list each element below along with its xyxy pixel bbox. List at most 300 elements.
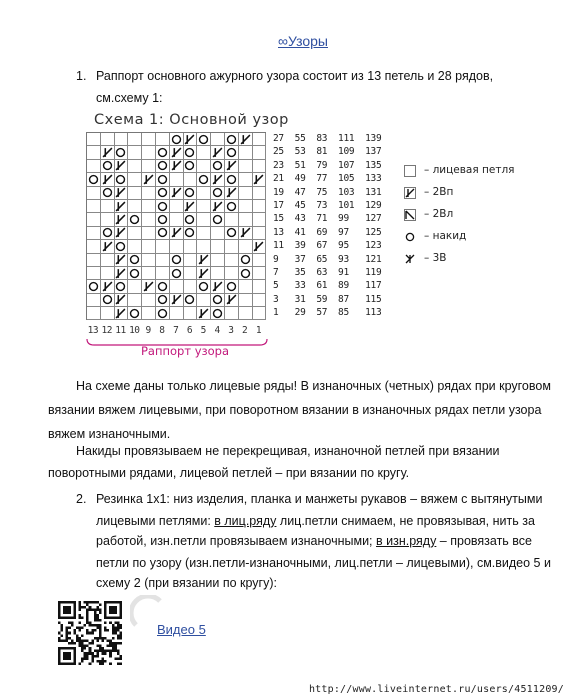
chart-cell [253, 267, 267, 280]
k2tog-left-icon [240, 227, 251, 238]
chart-cell [87, 307, 101, 320]
chart-cell [239, 146, 253, 159]
chart-cell [142, 146, 156, 159]
chart-cell [156, 160, 170, 173]
chart-cell [128, 280, 142, 293]
yarn-over-icon [212, 308, 223, 319]
chart-cell [197, 146, 211, 159]
chart-cell [156, 294, 170, 307]
chart-cell [184, 294, 198, 307]
k2tog-left-icon [226, 187, 237, 198]
k2tog-left-icon [115, 268, 126, 279]
chart-cell [197, 133, 211, 146]
row-number-line: 11 39 67 95 123 [273, 240, 382, 252]
yarn-over-icon [212, 160, 223, 171]
yarn-over-icon [171, 254, 182, 265]
stitch-number: 8 [159, 325, 165, 336]
chart-cell [115, 307, 129, 320]
yarn-over-icon [157, 214, 168, 225]
chart-cell [225, 200, 239, 213]
section-title-link[interactable]: ∞Узоры [278, 33, 328, 49]
chart-cell [211, 160, 225, 173]
chart-cell [225, 254, 239, 267]
chart-cell [142, 160, 156, 173]
yarn-over-icon [102, 160, 113, 171]
chart-cell [156, 187, 170, 200]
chart-cell [87, 146, 101, 159]
stitch-number: 3 [228, 325, 234, 336]
row-number-line: 15 43 71 99 127 [273, 213, 382, 225]
yarn-over-icon [157, 227, 168, 238]
paragraph-line: схему 2 (при вязании по кругу): [96, 576, 277, 590]
chart-cell [211, 294, 225, 307]
k2tog-left-icon [253, 241, 264, 252]
yarn-over-icon [184, 227, 195, 238]
chart-cell [184, 173, 198, 186]
yarn-over-icon [212, 214, 223, 225]
row-number-line: 1 29 57 85 113 [273, 307, 382, 319]
chart-cell [253, 213, 267, 226]
yarn-over-icon [226, 227, 237, 238]
chart-cell [101, 133, 115, 146]
chart-cell [142, 173, 156, 186]
chart-cell [101, 280, 115, 293]
chart-cell [142, 254, 156, 267]
chart-cell [225, 160, 239, 173]
chart-cell [142, 294, 156, 307]
chart-cell [211, 307, 225, 320]
chart-cell [225, 213, 239, 226]
chart-cell [184, 227, 198, 240]
chart-cell [156, 173, 170, 186]
k2tog-left-icon [226, 160, 237, 171]
legend-symbol [404, 253, 416, 265]
chart-cell [115, 133, 129, 146]
text-run: работой, изн.петли провязываем изнаночными; [96, 534, 376, 548]
chart-cell [170, 280, 184, 293]
chart-cell [211, 227, 225, 240]
legend-label: – 3В [424, 252, 447, 264]
k2tog-left-icon [171, 147, 182, 158]
row-number-line: 9 37 65 93 121 [273, 253, 382, 265]
k2tog-left-icon [102, 241, 113, 252]
chart-cell [197, 200, 211, 213]
chart-cell [197, 227, 211, 240]
chart-cell [211, 240, 225, 253]
chart-cell [115, 173, 129, 186]
text-run: лицевыми петлями: [96, 514, 215, 528]
chart-cell [225, 187, 239, 200]
chart-cell [225, 146, 239, 159]
item-number: 1. [76, 69, 87, 83]
chart-cell [239, 240, 253, 253]
chart-cell [128, 187, 142, 200]
chart-cell [170, 294, 184, 307]
chart-cell [184, 187, 198, 200]
chart-cell [101, 227, 115, 240]
chart-cell [101, 294, 115, 307]
chart-cell [142, 240, 156, 253]
row-number-line: 23 51 79 107 135 [273, 159, 382, 171]
chart-cell [87, 173, 101, 186]
chart-cell [115, 254, 129, 267]
chart-cell [239, 294, 253, 307]
yarn-over-icon [157, 147, 168, 158]
chart-cell [128, 213, 142, 226]
chart-cell [156, 240, 170, 253]
chart-cell [197, 160, 211, 173]
chart-cell [170, 267, 184, 280]
k2tog-left-icon [212, 147, 223, 158]
k2tog-left-icon [143, 281, 154, 292]
chart-cell [101, 200, 115, 213]
chart-cell [211, 280, 225, 293]
yarn-over-icon [115, 241, 126, 252]
knitting-chart-grid [86, 132, 266, 320]
chart-cell [115, 187, 129, 200]
yarn-over-icon [226, 134, 237, 145]
yarn-over-icon [171, 268, 182, 279]
chart-cell [170, 213, 184, 226]
stitch-number: 10 [129, 325, 140, 336]
chart-cell [115, 227, 129, 240]
chart-cell [211, 267, 225, 280]
chart-cell [197, 267, 211, 280]
k2tog-left-icon [212, 281, 223, 292]
chart-cell [184, 133, 198, 146]
chart-cell [225, 133, 239, 146]
chart-cell [128, 307, 142, 320]
chart-cell [142, 187, 156, 200]
paragraph-line: петли по узору (изн.петли-изнаночными, лиц.петли – лицевыми), см.видео 5 и [96, 556, 551, 570]
chart-cell [128, 254, 142, 267]
k2tog-left-icon [212, 201, 223, 212]
yarn-over-icon [88, 174, 99, 185]
chart-cell [101, 160, 115, 173]
chart-cell [87, 267, 101, 280]
chart-cell [156, 213, 170, 226]
stitch-number: 6 [186, 325, 193, 336]
row-numbers [273, 132, 381, 319]
paragraph-line: вязании вяжем лицевыми, при поворотном вязании в изнаночных рядах петли узора [48, 403, 542, 417]
chart-cell [170, 200, 184, 213]
chart-cell [142, 280, 156, 293]
k2tog-left-icon [184, 134, 195, 145]
chart-cell [101, 173, 115, 186]
yarn-over-icon [157, 281, 168, 292]
chart-cell [87, 240, 101, 253]
chart-cell [156, 280, 170, 293]
yarn-over-icon [129, 308, 140, 319]
chart-cell [225, 267, 239, 280]
chart-cell [253, 294, 267, 307]
chart-cell [170, 173, 184, 186]
chart-cell [225, 173, 239, 186]
yarn-over-icon [157, 201, 168, 212]
chart-cell [128, 133, 142, 146]
chart-cell [128, 173, 142, 186]
chart-cell [239, 227, 253, 240]
yarn-over-icon [212, 187, 223, 198]
chart-cell [170, 146, 184, 159]
chart-cell [184, 307, 198, 320]
yarn-over-icon [171, 134, 182, 145]
k2tog-left-icon [212, 174, 223, 185]
k2tog-left-icon [198, 308, 209, 319]
chart-cell [87, 280, 101, 293]
stitch-numbers [86, 325, 266, 336]
chart-cell [184, 200, 198, 213]
chart-cell [197, 254, 211, 267]
chart-cell [239, 307, 253, 320]
stitch-number: 2 [242, 325, 248, 336]
chart-cell [142, 227, 156, 240]
row-number-line: 17 45 73 101 129 [273, 199, 382, 211]
k2tog-left-icon [102, 281, 113, 292]
chart-cell [142, 267, 156, 280]
chart-cell [115, 146, 129, 159]
chart-cell [170, 187, 184, 200]
row-number-line: 3 31 59 87 115 [273, 293, 382, 305]
rapport-label: Раппорт узора [141, 344, 230, 358]
stitch-number: 11 [115, 325, 126, 336]
yarn-over-icon [157, 174, 168, 185]
item-text-line: Раппорт основного ажурного узора состоит из 13 петель и 28 рядов, [96, 69, 494, 83]
chart-cell [225, 227, 239, 240]
paragraph-line [96, 511, 535, 531]
yarn-over-icon [157, 187, 168, 198]
chart-cell [128, 146, 142, 159]
item-text-line: см.схему 1: [96, 91, 163, 105]
stitch-number: 7 [173, 325, 179, 336]
chart-cell [253, 280, 267, 293]
yarn-over-icon [226, 201, 237, 212]
chart-cell [211, 173, 225, 186]
k2tog-left-icon [171, 160, 182, 171]
yarn-over-icon [226, 174, 237, 185]
chart-cell [170, 160, 184, 173]
chart-cell [225, 307, 239, 320]
yarn-over-icon [102, 227, 113, 238]
k2tog-left-icon [115, 160, 126, 171]
legend-label: – 2Вп [424, 186, 454, 198]
legend-symbol [404, 187, 416, 199]
chart-cell [170, 133, 184, 146]
chart-cell [211, 200, 225, 213]
k2tog-left-icon [198, 268, 209, 279]
k2tog-left-icon [102, 174, 113, 185]
chart-cell [239, 254, 253, 267]
yarn-over-icon [240, 268, 251, 279]
chart-cell [170, 254, 184, 267]
chart-cell [101, 307, 115, 320]
stitch-number: 1 [255, 325, 262, 336]
chart-cell [87, 294, 101, 307]
chart-cell [239, 200, 253, 213]
k2tog-left-icon [143, 174, 154, 185]
chart-cell [253, 146, 267, 159]
row-number-line: 27 55 83 111 139 [273, 133, 382, 144]
yarn-over-icon [226, 147, 237, 158]
chart-cell [211, 146, 225, 159]
row-number-line: 25 53 81 109 137 [273, 146, 382, 158]
video-5-link[interactable]: Видео 5 [157, 622, 206, 637]
yarn-over-icon [405, 232, 415, 242]
yarn-over-icon [212, 294, 223, 305]
text-run: – провязать все [436, 534, 532, 548]
yarn-over-icon [102, 294, 113, 305]
chart-cell [142, 200, 156, 213]
chart-cell [239, 173, 253, 186]
chart-cell [101, 213, 115, 226]
chart-cell [239, 213, 253, 226]
k2tog-left-icon [115, 214, 126, 225]
list-item-2-number: 2. [76, 492, 87, 506]
yarn-over-icon [129, 268, 140, 279]
chart-cell [128, 294, 142, 307]
row-number-line: 7 35 63 91 119 [273, 266, 382, 278]
yarn-over-icon [198, 174, 209, 185]
chart-cell [211, 187, 225, 200]
yarn-over-icon [88, 281, 99, 292]
yarn-over-icon [129, 214, 140, 225]
chart-cell [128, 267, 142, 280]
k2tog-left-icon [184, 201, 195, 212]
paragraph-line: Накиды провязываем не перекрещивая, изнаночной петлей при вязании [76, 444, 500, 458]
k2tog-right-icon [405, 210, 415, 220]
yarn-over-icon [184, 294, 195, 305]
chart-cell [253, 173, 267, 186]
yarn-over-icon [184, 147, 195, 158]
chart-cell [87, 133, 101, 146]
chart-cell [170, 227, 184, 240]
yarn-over-icon [157, 160, 168, 171]
chart-cell [87, 187, 101, 200]
chart-cell [115, 200, 129, 213]
chart-cell [197, 187, 211, 200]
chart-cell [128, 240, 142, 253]
chart-cell [239, 133, 253, 146]
chart-cell [197, 240, 211, 253]
k2tog-left-icon [171, 227, 182, 238]
yarn-over-icon [102, 187, 113, 198]
legend-symbol [404, 231, 416, 243]
legend-label: – 2Вл [424, 208, 454, 220]
k2tog-left-icon [115, 254, 126, 265]
stitch-number: 5 [200, 325, 206, 336]
chart-cell [253, 254, 267, 267]
chart-cell [184, 160, 198, 173]
k2tog-left-icon [171, 294, 182, 305]
chart-cell [101, 146, 115, 159]
chart-cell [197, 173, 211, 186]
paragraph-line [96, 531, 532, 551]
paragraph-line: Резинка 1х1: низ изделия, планка и манжеты рукавов – вяжем с вытянутыми [96, 492, 543, 506]
underlined-text: в лиц.ряду [214, 514, 277, 528]
chart-cell [87, 213, 101, 226]
chart-cell [115, 294, 129, 307]
chart-cell [115, 213, 129, 226]
stitch-number: 4 [214, 325, 220, 336]
paragraph-line: На схеме даны только лицевые ряды! В изнаночных (четных) рядах при круговом [76, 379, 551, 393]
k2tog-left-icon [253, 174, 264, 185]
chart-cell [253, 227, 267, 240]
k3tog-icon [405, 254, 415, 264]
chart-cell [156, 146, 170, 159]
k2tog-left-icon [115, 308, 126, 319]
chart-cell [101, 187, 115, 200]
chart-cell [87, 160, 101, 173]
yarn-over-icon [240, 254, 251, 265]
row-number-line: 19 47 75 103 131 [273, 186, 382, 198]
yarn-over-icon [226, 281, 237, 292]
k2tog-left-icon [198, 254, 209, 265]
chart-cell [115, 160, 129, 173]
stitch-number: 12 [101, 325, 112, 336]
chart-cell [197, 213, 211, 226]
k2tog-left-icon [226, 294, 237, 305]
underlined-text: в изн.ряду [376, 534, 437, 548]
k2tog-left-icon [171, 187, 182, 198]
chart-cell [87, 227, 101, 240]
list-item-1 [76, 66, 556, 106]
yarn-over-icon [129, 254, 140, 265]
row-number-line: 21 49 77 105 133 [273, 173, 382, 185]
chart-cell [184, 146, 198, 159]
k2tog-left-icon [115, 294, 126, 305]
chart-cell [156, 254, 170, 267]
legend-symbol [404, 209, 416, 221]
chart-cell [128, 200, 142, 213]
chart-cell [184, 280, 198, 293]
yarn-over-icon [157, 294, 168, 305]
chart-cell [87, 254, 101, 267]
chart-cell [239, 187, 253, 200]
chart-cell [101, 254, 115, 267]
chart-cell [239, 280, 253, 293]
chart-cell [253, 187, 267, 200]
footer-url: http://www.liveinternet.ru/users/4511209/ [308, 684, 564, 695]
chart-cell [239, 160, 253, 173]
chart-cell [101, 240, 115, 253]
yarn-over-icon [184, 187, 195, 198]
k2tog-left-icon [102, 147, 113, 158]
chart-cell [239, 267, 253, 280]
text-run: лиц.петли снимаем, не провязывая, нить за [276, 514, 535, 528]
paragraph-line: поворотными рядами, лицевой петлей – при вязании по кругу. [48, 466, 410, 480]
chart-cell [87, 200, 101, 213]
yarn-over-icon [115, 147, 126, 158]
chart-cell [253, 160, 267, 173]
k2tog-left-icon [115, 227, 126, 238]
chart-cell [128, 160, 142, 173]
k2tog-left-icon [405, 188, 415, 198]
chart-cell [225, 240, 239, 253]
chart-cell [156, 307, 170, 320]
yarn-over-icon [198, 134, 209, 145]
yarn-over-icon [198, 281, 209, 292]
chart-cell [142, 133, 156, 146]
legend-symbol [404, 165, 416, 177]
yarn-over-icon [157, 308, 168, 319]
chart-cell [211, 213, 225, 226]
chart-cell [142, 213, 156, 226]
chart-cell [197, 294, 211, 307]
qr-code-icon [58, 601, 122, 665]
paragraph-line: вяжем изнаночными. [48, 427, 171, 441]
chart-cell [170, 240, 184, 253]
chart-cell [115, 280, 129, 293]
